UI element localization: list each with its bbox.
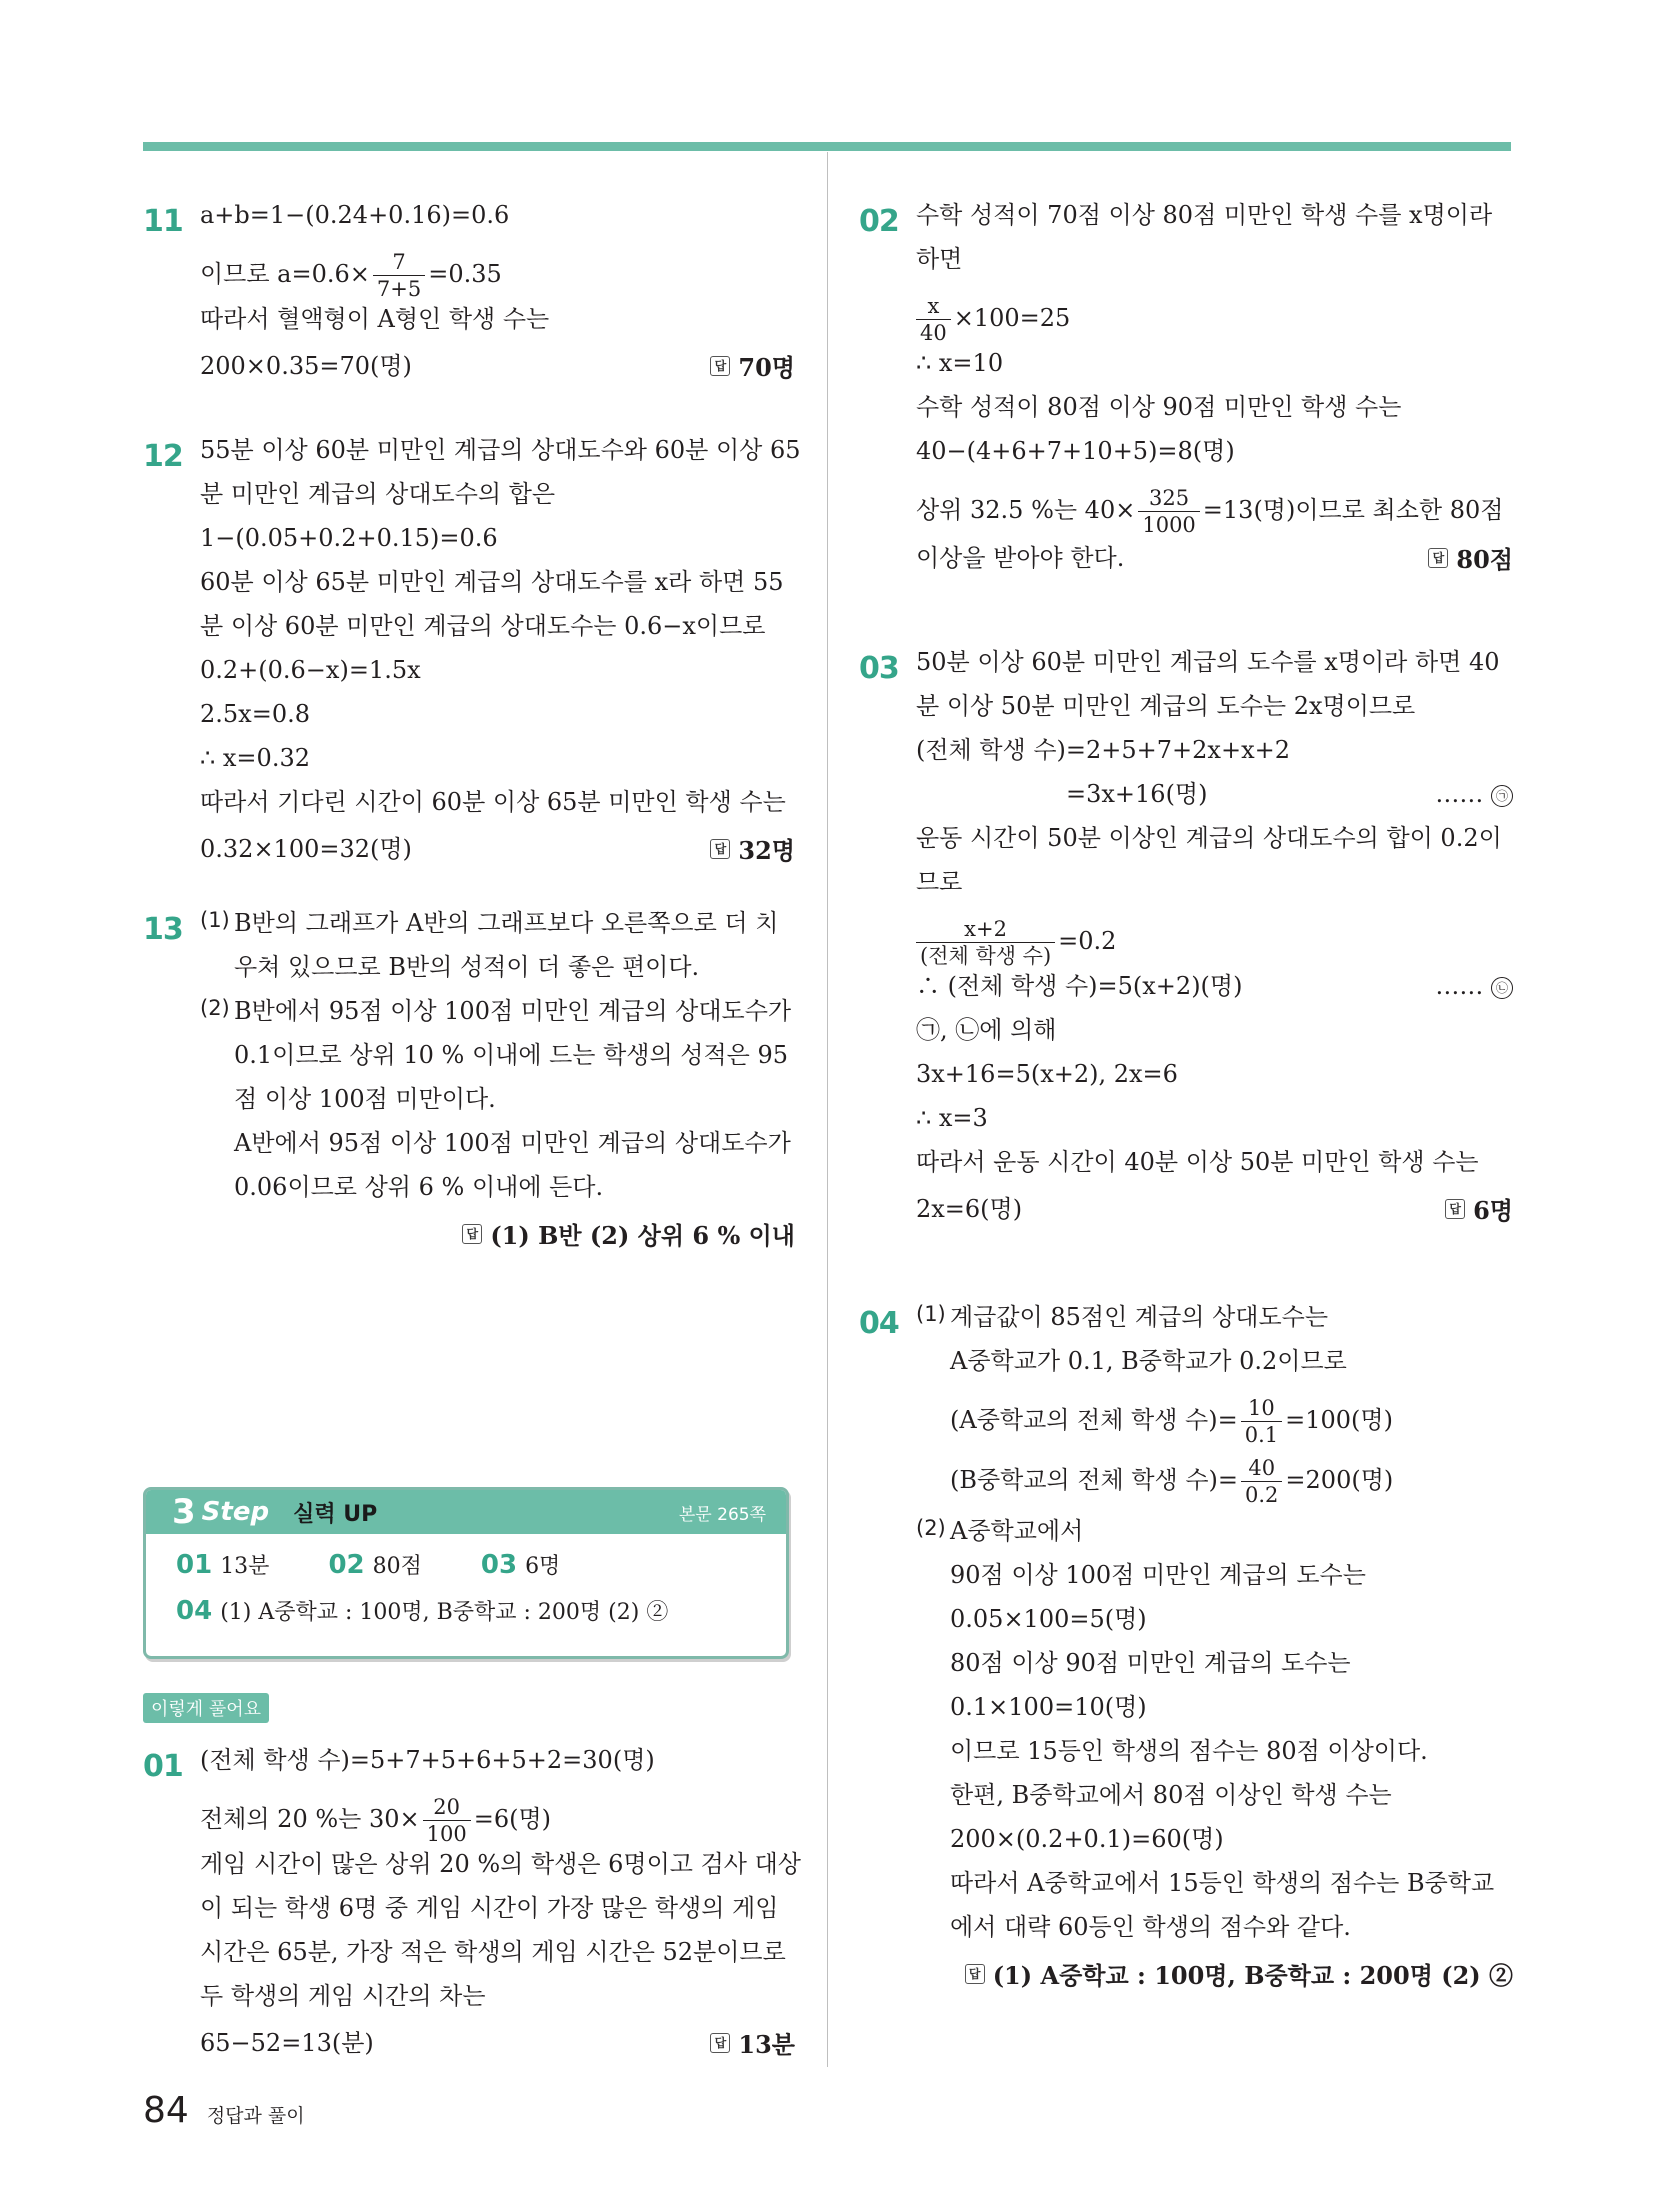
problem-number: 11 bbox=[143, 204, 183, 239]
problem-12 bbox=[143, 435, 801, 866]
line: A반에서 95점 이상 100점 미만인 계급의 상대도수가 bbox=[234, 1129, 791, 1157]
page-reference: 본문 265쪽 bbox=[678, 1504, 766, 1525]
answer-row: 이상을 받아야 한다. 답 80점 bbox=[916, 540, 1513, 575]
line: 0.06이므로 상위 6 % 이내에 든다. bbox=[234, 1173, 604, 1201]
line: a+b=1−(0.24+0.16)=0.6 bbox=[200, 201, 510, 229]
line: 분 이상 60분 미만인 계급의 상대도수는 0.6−x이므로 bbox=[200, 612, 766, 640]
sub-problem-1: (1) B반의 그래프가 A반의 그래프보다 오른쪽으로 더 치 우쳐 있으므로 B반의 성적이 더 좋은 편이다. bbox=[200, 908, 795, 982]
line: ∴ x=0.32 bbox=[200, 744, 310, 772]
line: ∴ (전체 학생 수)=5(x+2)(명) …… ㉡ bbox=[916, 971, 1513, 1001]
line: 이 되는 학생 6명 중 게임 시간이 가장 많은 학생의 게임 bbox=[200, 1894, 779, 1922]
answer-row: 65−52=13(분) 답 13분 bbox=[200, 2025, 795, 2060]
line: 따라서 A중학교에서 15등인 학생의 점수는 B중학교 bbox=[950, 1869, 1495, 1897]
fraction: $\frac{20}{100}$ bbox=[423, 1794, 471, 1847]
line: B반에서 95점 이상 100점 미만인 계급의 상대도수가 bbox=[234, 997, 792, 1025]
answer-icon: 답 bbox=[710, 839, 730, 859]
line: 이므로 15등인 학생의 점수는 80점 이상이다. bbox=[950, 1737, 1428, 1765]
answer-icon: 답 bbox=[1428, 548, 1448, 568]
problem-number: 04 bbox=[859, 1306, 899, 1341]
line: 하면 bbox=[916, 245, 963, 273]
sub-problem-1: (1) 계급값이 85점인 계급의 상대도수는 A중학교가 0.1, B중학교가 0.2이므로 (A중학교의 전체 학생 수)= $\frac{10}{0.1}$ =100(명) (B중학교의 전체 학생 수)= $\frac{40}{0.2}$ =200(명) bbox=[916, 1302, 1513, 1510]
answer-row bbox=[916, 1956, 1513, 1991]
line: ㉠, ㉡에 의해 bbox=[916, 1016, 1057, 1044]
answer-row: 200×0.35=70(명) 답 70명 bbox=[200, 348, 795, 383]
line: 상위 32.5 %는 40× $\frac{325}{1000}$ =13(명)이므로 최소한 80점 bbox=[916, 486, 1504, 537]
right-column bbox=[859, 200, 1513, 1991]
answer-icon: 답 bbox=[965, 1964, 985, 1984]
problem-number: 13 bbox=[143, 912, 183, 947]
line: =3x+16(명) …… ㉠ bbox=[916, 779, 1513, 809]
fraction: $\frac{x+2}{\text{(전체 학생 수)}}$ bbox=[916, 916, 1055, 969]
left-column bbox=[143, 200, 801, 1251]
line: 80점 이상 90점 미만인 계급의 도수는 bbox=[950, 1649, 1351, 1677]
line: (B중학교의 전체 학생 수)= $\frac{40}{0.2}$ =200(명) bbox=[950, 1456, 1394, 1507]
line: 따라서 혈액형이 A형인 학생 수는 bbox=[200, 305, 550, 333]
problem-13 bbox=[143, 908, 795, 1251]
line: 따라서 기다린 시간이 60분 이상 65분 미만인 학생 수는 bbox=[200, 788, 786, 816]
line: 우쳐 있으므로 B반의 성적이 더 좋은 편이다. bbox=[234, 953, 700, 981]
answer-value: 32명 bbox=[738, 836, 795, 865]
top-accent-bar bbox=[143, 142, 1511, 151]
line: 이므로 a=0.6× $\frac{7}{7+5}$ =0.35 bbox=[200, 250, 502, 301]
answer-value: 6명 bbox=[1473, 1196, 1513, 1225]
problem-02 bbox=[859, 200, 1513, 575]
answer-value: 80점 bbox=[1456, 545, 1513, 574]
sub-problem-2: (2) A중학교에서 90점 이상 100점 미만인 계급의 도수는 0.05×100=5(명) 80점 이상 90점 미만인 계급의 도수는 0.1×100=10(명) 이므로 15등인 학생의 점수는 80점 이상이다. 한편, B중학교에서 80점 이상인 학생 수는 200×(0.2+0.1)=60(명) 따라서 A중학교에서 15등인 학생의 점수는 B중학교 에서 대략 60등인 학생의 점수와 같다. bbox=[916, 1516, 1513, 1942]
line: 분 미만인 계급의 상대도수의 합은 bbox=[200, 480, 556, 508]
line: (A중학교의 전체 학생 수)= $\frac{10}{0.1}$ =100(명) bbox=[950, 1396, 1393, 1447]
problem-11 bbox=[143, 200, 795, 383]
answer-value: (1) B반 (2) 상위 6 % 이내 bbox=[490, 1221, 795, 1250]
answer-icon: 답 bbox=[710, 2033, 730, 2053]
answer-summary-row: 01 13분 02 80점 03 6명 bbox=[176, 1550, 561, 1580]
line: 므로 bbox=[916, 868, 963, 896]
answer-icon: 답 bbox=[462, 1224, 482, 1244]
fraction: $\frac{40}{0.2}$ bbox=[1241, 1455, 1282, 1508]
line: 전체의 20 %는 30× $\frac{20}{100}$ =6(명) bbox=[200, 1795, 552, 1846]
answer-summary-row: 04 (1) A중학교 : 100명, B중학교 : 200명 (2) ② bbox=[176, 1596, 669, 1626]
line: 운동 시간이 50분 이상인 계급의 상대도수의 합이 0.2이 bbox=[916, 824, 1502, 852]
answer-icon: 답 bbox=[710, 356, 730, 376]
solution-tag: 이렇게 풀어요 bbox=[143, 1693, 269, 1723]
page-number: 84 bbox=[143, 2090, 189, 2131]
left-column-bottom bbox=[143, 1745, 801, 2060]
line: A중학교에서 bbox=[950, 1517, 1084, 1545]
line: (전체 학생 수)=2+5+7+2x+x+2 bbox=[916, 736, 1290, 764]
answer-value: (1) A중학교 : 100명, B중학교 : 200명 (2) ② bbox=[992, 1961, 1513, 1990]
page-footer bbox=[143, 2090, 305, 2131]
problem-number: 12 bbox=[143, 439, 183, 474]
line: 한편, B중학교에서 80점 이상인 학생 수는 bbox=[950, 1781, 1392, 1809]
footer-label: 정답과 풀이 bbox=[206, 2105, 305, 2127]
problem-03 bbox=[859, 647, 1513, 1226]
line: 수학 성적이 80점 이상 90점 미만인 학생 수는 bbox=[916, 393, 1402, 421]
line: 수학 성적이 70점 이상 80점 미만인 학생 수를 x명이라 bbox=[916, 201, 1493, 229]
line: $\frac{x+2}{\text{(전체 학생 수)}}$ =0.2 bbox=[916, 911, 1513, 971]
line: ∴ x=10 bbox=[916, 349, 1004, 377]
problem-number: 02 bbox=[859, 204, 899, 239]
line: $\frac{x}{40}$ ×100=25 bbox=[916, 288, 1513, 348]
line: 계급값이 85점인 계급의 상대도수는 bbox=[950, 1303, 1329, 1331]
line: ∴ x=3 bbox=[916, 1104, 988, 1132]
line: 0.1×100=10(명) bbox=[950, 1693, 1147, 1721]
line: 60분 이상 65분 미만인 계급의 상대도수를 x라 하면 55 bbox=[200, 568, 784, 596]
circled-mark-icon: ㉠ bbox=[1491, 785, 1513, 807]
sub-problem-2: (2) B반에서 95점 이상 100점 미만인 계급의 상대도수가 0.1이므로 상위 10 % 이내에 드는 학생의 성적은 95 점 이상 100점 미만이다. A반에서 95점 이상 100점 미만인 계급의 상대도수가 0.06이므로 상위 6 % 이내에 든다. bbox=[200, 996, 795, 1202]
fraction: $\frac{7}{7+5}$ bbox=[373, 249, 425, 302]
fraction: $\frac{10}{0.1}$ bbox=[1241, 1395, 1282, 1448]
answer-icon: 답 bbox=[1445, 1199, 1465, 1219]
fraction: $\frac{325}{1000}$ bbox=[1138, 485, 1199, 538]
fraction: $\frac{x}{40}$ bbox=[916, 293, 951, 346]
column-divider bbox=[827, 152, 828, 2067]
problem-number: 03 bbox=[859, 651, 899, 686]
problem-number: 01 bbox=[143, 1749, 183, 1784]
answer-row: 2x=6(명) 답 6명 bbox=[916, 1191, 1513, 1226]
circled-mark-icon: ㉡ bbox=[1491, 977, 1513, 999]
line: 따라서 운동 시간이 40분 이상 50분 미만인 학생 수는 bbox=[916, 1148, 1479, 1176]
line: 두 학생의 게임 시간의 차는 bbox=[200, 1982, 486, 2010]
line: 시간은 65분, 가장 적은 학생의 게임 시간은 52분이므로 bbox=[200, 1938, 786, 1966]
problem-01 bbox=[143, 1745, 801, 2060]
line: (전체 학생 수)=5+7+5+6+5+2=30(명) bbox=[200, 1746, 655, 1774]
line: 40−(4+6+7+10+5)=8(명) bbox=[916, 437, 1235, 465]
line: 0.2+(0.6−x)=1.5x bbox=[200, 656, 421, 684]
line: A중학교가 0.1, B중학교가 0.2이므로 bbox=[950, 1347, 1347, 1375]
line: 점 이상 100점 미만이다. bbox=[234, 1085, 496, 1113]
line: 에서 대략 60등인 학생의 점수와 같다. bbox=[950, 1913, 1351, 1941]
line: 50분 이상 60분 미만인 계급의 도수를 x명이라 하면 40 bbox=[916, 648, 1500, 676]
line: 1−(0.05+0.2+0.15)=0.6 bbox=[200, 524, 498, 552]
line: 게임 시간이 많은 상위 20 %의 학생은 6명이고 검사 대상 bbox=[200, 1850, 801, 1878]
answer-row bbox=[200, 1216, 795, 1251]
answer-row: 0.32×100=32(명) 답 32명 bbox=[200, 831, 795, 866]
step-header: 3 Step 실력 UP 본문 265쪽 bbox=[146, 1490, 786, 1534]
line: 분 이상 50분 미만인 계급의 도수는 2x명이므로 bbox=[916, 692, 1416, 720]
line: 0.05×100=5(명) bbox=[950, 1605, 1147, 1633]
line: 2.5x=0.8 bbox=[200, 700, 310, 728]
problem-04 bbox=[859, 1302, 1513, 1991]
line: B반의 그래프가 A반의 그래프보다 오른쪽으로 더 치 bbox=[234, 909, 779, 937]
line: 0.1이므로 상위 10 % 이내에 드는 학생의 성적은 95 bbox=[234, 1041, 789, 1069]
line: 90점 이상 100점 미만인 계급의 도수는 bbox=[950, 1561, 1366, 1589]
line: 3x+16=5(x+2), 2x=6 bbox=[916, 1060, 1178, 1088]
line: 200×(0.2+0.1)=60(명) bbox=[950, 1825, 1224, 1853]
answer-value: 70명 bbox=[738, 353, 795, 382]
answer-value: 13분 bbox=[738, 2030, 795, 2059]
step-title: 실력 UP bbox=[293, 1501, 378, 1527]
step-3-summary-box bbox=[143, 1487, 789, 1659]
line: 55분 이상 60분 미만인 계급의 상대도수와 60분 이상 65 bbox=[200, 436, 801, 464]
